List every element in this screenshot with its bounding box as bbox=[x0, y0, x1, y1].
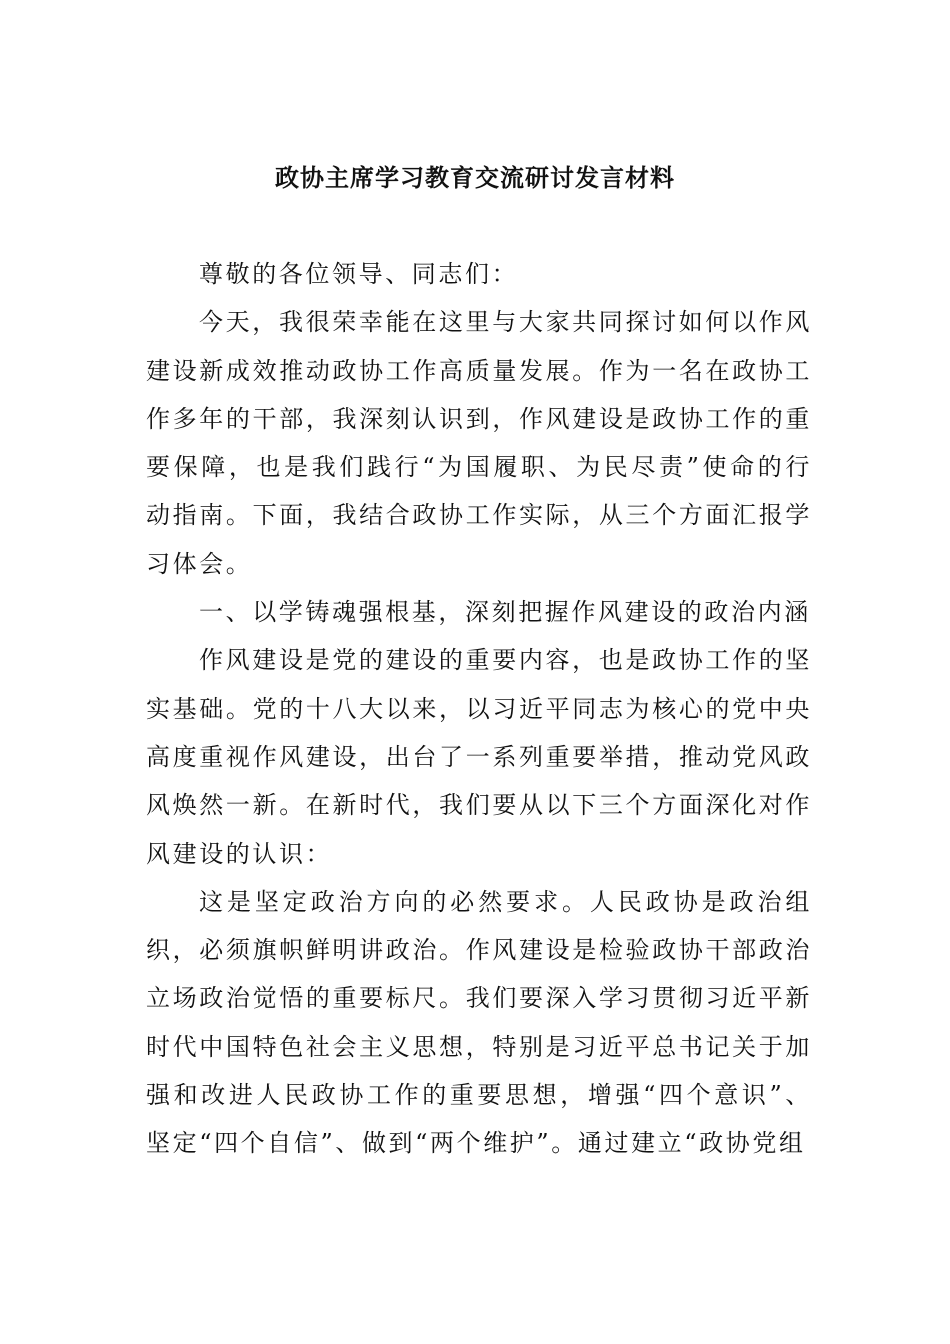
document-title: 政协主席学习教育交流研讨发言材料 bbox=[275, 163, 675, 192]
salutation-paragraph: 尊敬的各位领导、同志们： bbox=[199, 260, 519, 288]
document-body bbox=[146, 250, 812, 1168]
section-heading-1: 一、以学铸魂强根基，深刻把握作风建设的政治内涵 bbox=[199, 598, 811, 627]
intro-paragraph: 今天，我很荣幸能在这里与大家共同探讨如何以作风建设新成效推动政协工作高质量发展。作为一名在政协工作多年的干部，我深刻认识到，作风建设是政协工作的重要保障，也是我们践行“为国履职、为民尽责”使命的行动指南。下面，我结合政协工作实际，从三个方面汇报学习体会。 bbox=[146, 308, 812, 578]
body-paragraph: 作风建设是党的建设的重要内容，也是政协工作的坚实基础。党的十八大以来，以习近平同志为核心的党中央高度重视作风建设，出台了一系列重要举措，推动党风政风焕然一新。在新时代，我们要从以下三个方面深化对作风建设的认识： bbox=[146, 646, 812, 868]
body-paragraph: 这是坚定政治方向的必然要求。人民政协是政治组织，必须旗帜鲜明讲政治。作风建设是检验政协干部政治立场政治觉悟的重要标尺。我们要深入学习贯彻习近平新时代中国特色社会主义思想，特别是习近平总书记关于加强和改进人民政协工作的重要思想，增强“四个意识”、坚定“四个自信”、做到“两个维护”。通过建立“政协党组 bbox=[146, 887, 812, 1158]
